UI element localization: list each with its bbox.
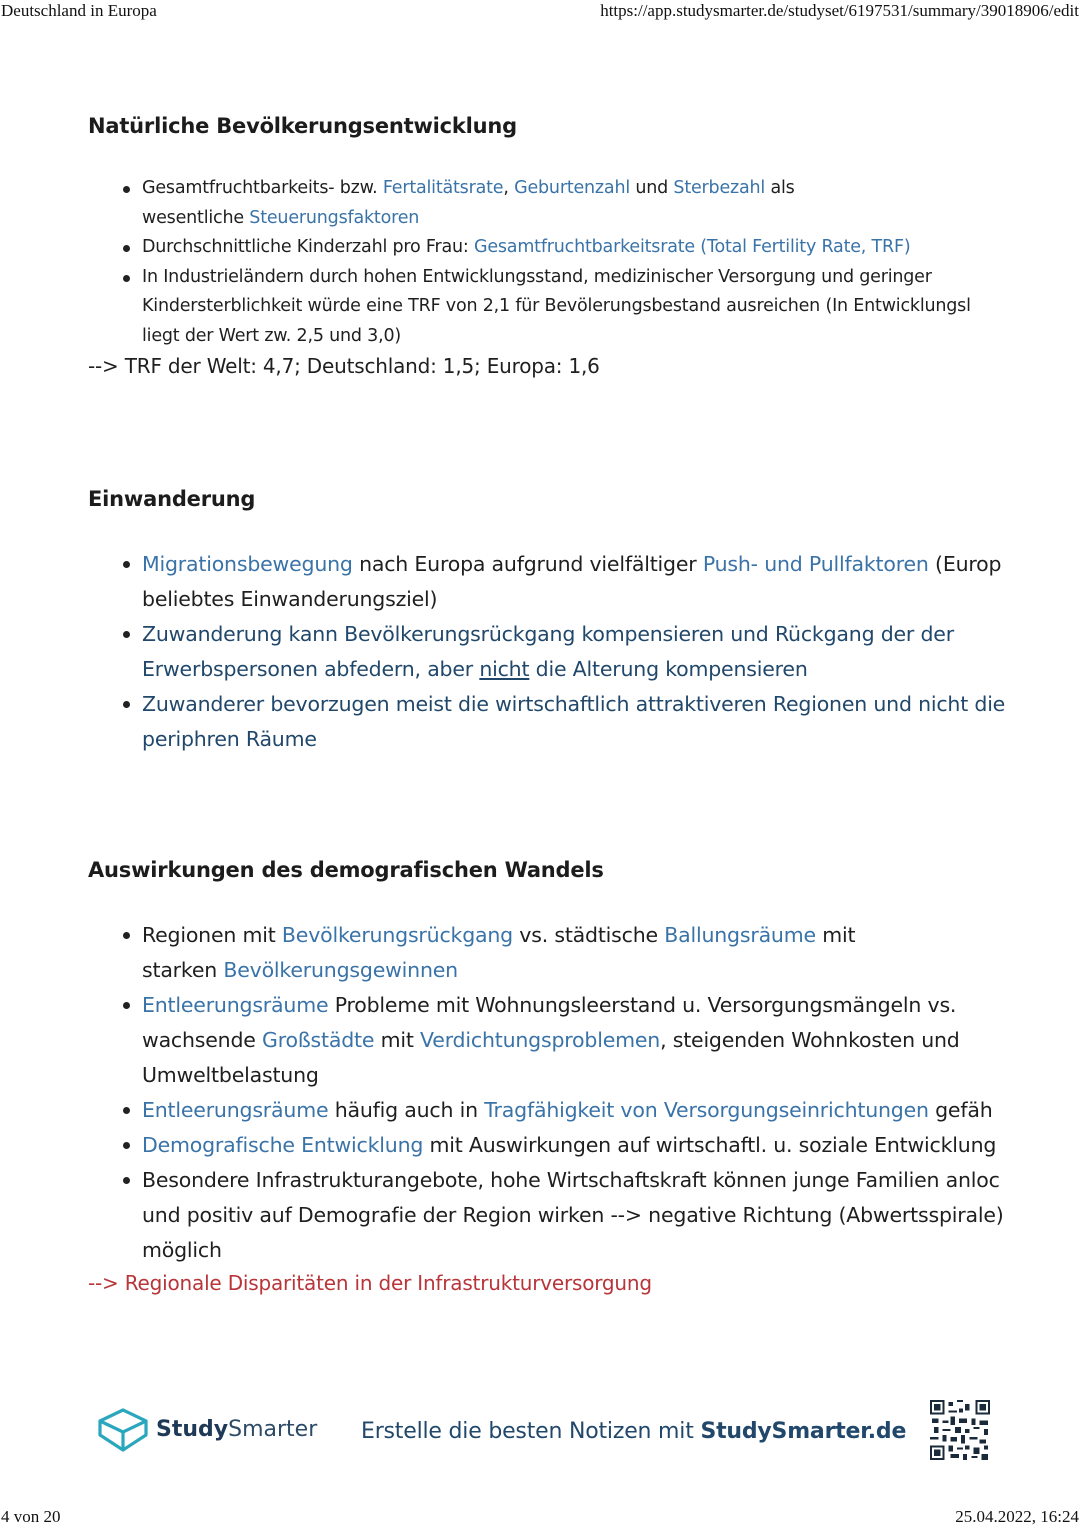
heading-natural: Natürliche Bevölkerungsentwicklung xyxy=(88,114,518,138)
list-item: Regionen mit Bevölkerungsrückgang vs. städtische Ballungsräume mit starken Bevölkerungsgewinnen xyxy=(120,918,994,988)
trf-summary: --> TRF der Welt: 4,7; Deutschland: 1,5; Europa: 1,6 xyxy=(88,354,600,378)
heading-effects: Auswirkungen des demografischen Wandels xyxy=(88,858,604,882)
print-datetime: 25.04.2022, 16:24 xyxy=(955,1507,1079,1526)
disparities-summary: --> Regionale Disparitäten in der Infrastrukturversorgung xyxy=(88,1271,652,1295)
page-number: 4 von 20 xyxy=(1,1507,61,1526)
bullet-icon xyxy=(123,631,130,638)
bullet-icon xyxy=(123,1002,130,1009)
effects-list xyxy=(120,918,1004,1268)
page-url: https://app.studysmarter.de/studyset/6197531/summary/39018906/edit xyxy=(600,1,1079,20)
tagline: Erstelle die besten Notizen mit StudySmarter.de xyxy=(361,1419,907,1444)
list-item: In Industrieländern durch hohen Entwicklungsstand, medizinischer Versorgung und geringer Kindersterblichkeit würde eine TRF von 2,1 für Bevölerungsbestand ausreichen (In Entwicklungsl liegt der Wert zw. 2,5 und 3,0) xyxy=(120,263,994,352)
bullet-icon xyxy=(123,245,130,252)
list-item: Entleerungsräume Probleme mit Wohnungsleerstand u. Versorgungsmängeln vs. wachsende Großstädte mit Verdichtungsproblemen, steigenden Wohnkosten und Umweltbelastung xyxy=(120,988,994,1093)
studysmarter-banner xyxy=(0,1395,1080,1475)
bullet-icon xyxy=(123,186,130,193)
bullet-icon xyxy=(123,1107,130,1114)
list-item: Entleerungsräume häufig auch in Tragfähigkeit von Versorgungseinrichtungen gefäh xyxy=(120,1093,994,1128)
print-header xyxy=(0,1,1080,23)
list-item: Besondere Infrastrukturangebote, hohe Wirtschaftskraft können junge Familien anloc und positiv auf Demografie der Region wirken --> negative Richtung (Abwertsspirale) möglich xyxy=(120,1163,994,1268)
bullet-icon xyxy=(123,1142,130,1149)
list-item: Zuwanderung kann Bevölkerungsrückgang kompensieren und Rückgang der der Erwerbspersonen abfedern, aber nicht die Alterung kompensieren xyxy=(120,617,994,687)
heading-immigration: Einwanderung xyxy=(88,487,256,511)
immigration-list xyxy=(120,547,1006,757)
list-item: Durchschnittliche Kinderzahl pro Frau: Gesamtfruchtbarkeitsrate (Total Fertility Rate, TRF) xyxy=(120,233,994,263)
bullet-icon xyxy=(123,1177,130,1184)
bullet-icon xyxy=(123,932,130,939)
list-item: Migrationsbewegung nach Europa aufgrund vielfältiger Push- und Pullfaktoren (Europ beliebtes Einwanderungsziel) xyxy=(120,547,994,617)
brand-name: StudySmarter xyxy=(156,1417,318,1442)
list-item: Zuwanderer bevorzugen meist die wirtschaftlich attraktiveren Regionen und nicht die periphren Räume xyxy=(120,687,994,757)
bullet-icon xyxy=(123,275,130,282)
print-footer xyxy=(0,1507,1080,1529)
document-title: Deutschland in Europa xyxy=(1,1,157,20)
qr-code-icon xyxy=(930,1400,990,1460)
natural-list xyxy=(120,174,994,351)
bullet-icon xyxy=(123,561,130,568)
list-item: Demografische Entwicklung mit Auswirkungen auf wirtschaftl. u. soziale Entwicklung xyxy=(120,1128,994,1163)
bullet-icon xyxy=(123,701,130,708)
studysmarter-logo-icon xyxy=(96,1407,150,1453)
list-item: Gesamtfruchtbarkeits- bzw. Fertalitätsrate, Geburtenzahl und Sterbezahl als wesentliche Steuerungsfaktoren xyxy=(120,174,994,233)
